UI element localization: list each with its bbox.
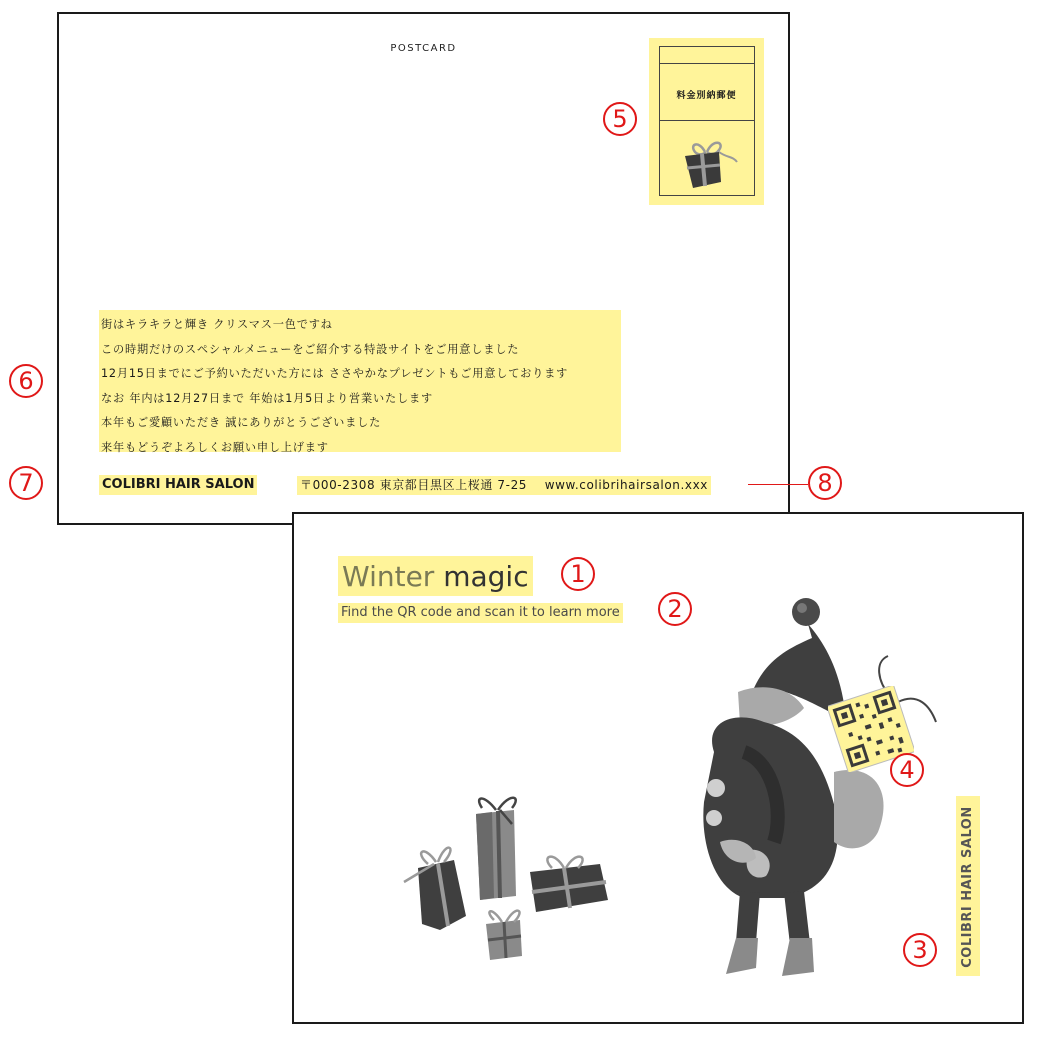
postcard-back [57,12,790,525]
postal-address: 〒000-2308 東京都目黒区上桜通 7-25 [300,478,528,492]
callout-marker-5: 5 [603,102,637,136]
gift-box-icon [675,138,739,194]
postcard-label: POSTCARD [390,43,457,54]
front-subtitle: Find the QR code and scan it to learn more [338,603,623,623]
message-line: この時期だけのスペシャルメニューをご紹介する特設サイトをご用意しました [101,342,520,356]
address-block [297,476,711,495]
title-word-magic: magic [443,560,529,593]
vertical-salon-name [956,796,980,976]
callout-marker-3: 3 [903,933,937,967]
front-title [338,556,533,596]
callout-marker-2: 2 [658,592,692,626]
website-url: www.colibrihairsalon.xxx [544,478,708,492]
salon-name: COLIBRI HAIR SALON [99,475,257,495]
callout-marker-4: 4 [890,753,924,787]
callout-marker-6: 6 [9,364,43,398]
callout-marker-8: 8 [808,466,842,500]
santa-illustration [674,592,944,982]
message-line: 本年もご愛顧いただき 誠にありがとうございました [101,416,382,429]
callout-marker-7: 7 [9,466,43,500]
message-line: なお 年内は12月27日まで 年始は1月5日より営業いたします [101,391,433,405]
title-word-winter: Winter [342,560,435,593]
postage-stamp [649,38,764,205]
message-line: 来年もどうぞよろしくお願い申し上げます [101,440,329,454]
callout-marker-1: 1 [561,557,595,591]
stamp-text: 料金別納郵便 [676,91,737,101]
message-line: 12月15日までにご予約いただいた方には ささやかなプレゼントもご用意しております [101,367,569,380]
vertical-salon-name-text: COLIBRI HAIR SALON [960,806,975,968]
present-boxes-illustration [394,784,624,974]
message-line: 街はキラキラと輝き クリスマス一色ですね [101,318,333,331]
greeting-message [99,310,621,452]
marker-8-leader-line [748,484,808,485]
